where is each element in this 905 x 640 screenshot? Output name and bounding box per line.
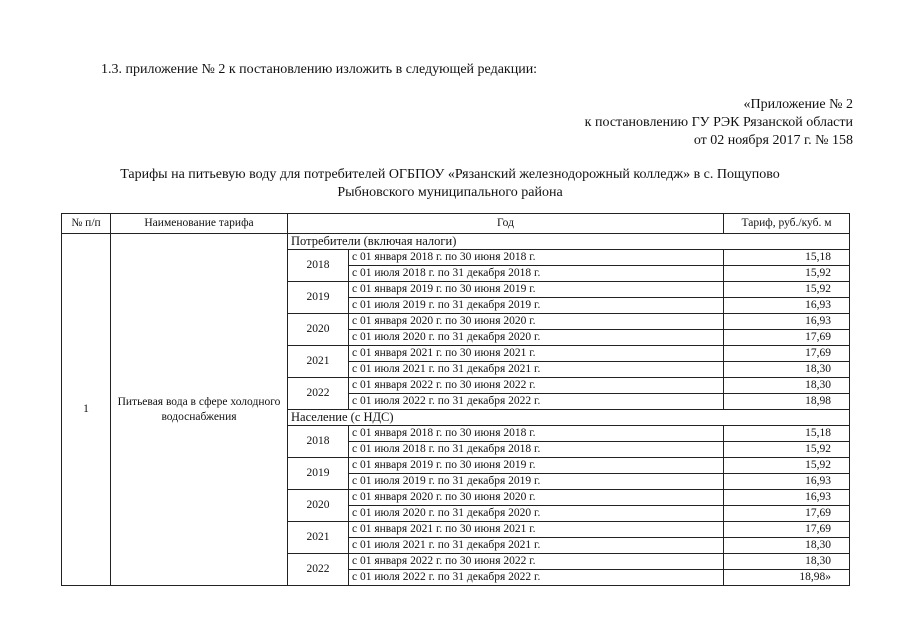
row-number: 1: [62, 234, 111, 586]
period-cell: с 01 июля 2020 г. по 31 декабря 2020 г.: [349, 506, 724, 522]
header-num: № п/п: [62, 214, 111, 234]
period-cell: с 01 июля 2022 г. по 31 декабря 2022 г.: [349, 394, 724, 410]
period-cell: с 01 января 2022 г. по 30 июня 2022 г.: [349, 554, 724, 570]
period-cell: с 01 января 2019 г. по 30 июня 2019 г.: [349, 458, 724, 474]
tariff-name: Питьевая вода в сфере холодного водоснабжения: [111, 234, 288, 586]
document-title: [60, 166, 840, 202]
header-year: Год: [288, 214, 724, 234]
period-cell: с 01 января 2022 г. по 30 июня 2022 г.: [349, 378, 724, 394]
title-line-1: Тарифы на питьевую воду для потребителей ОГБПОУ «Рязанский железнодорожный колледж» в с. Пощупово: [120, 167, 780, 182]
tariff-value: 18,30: [724, 538, 850, 554]
period-cell: с 01 января 2020 г. по 30 июня 2020 г.: [349, 314, 724, 330]
tariff-value: 17,69: [724, 330, 850, 346]
tariff-value: 16,93: [724, 490, 850, 506]
appendix-reference: [585, 96, 853, 150]
period-cell: с 01 января 2021 г. по 30 июня 2021 г.: [349, 346, 724, 362]
tariff-value: 16,93: [724, 298, 850, 314]
year-cell: 2021: [288, 522, 349, 554]
period-cell: с 01 июля 2019 г. по 31 декабря 2019 г.: [349, 298, 724, 314]
period-cell: с 01 января 2020 г. по 30 июня 2020 г.: [349, 490, 724, 506]
year-cell: 2019: [288, 458, 349, 490]
year-cell: 2022: [288, 378, 349, 410]
year-cell: 2019: [288, 282, 349, 314]
tariff-table: [61, 213, 850, 586]
header-tariff: Тариф, руб./куб. м: [724, 214, 850, 234]
year-cell: 2020: [288, 314, 349, 346]
period-cell: с 01 июля 2018 г. по 31 декабря 2018 г.: [349, 442, 724, 458]
title-line-2: Рыбновского муниципального района: [337, 185, 563, 200]
year-cell: 2018: [288, 250, 349, 282]
group-row: [62, 234, 850, 250]
period-cell: с 01 июля 2021 г. по 31 декабря 2021 г.: [349, 362, 724, 378]
tariff-value: 16,93: [724, 314, 850, 330]
table-body: [62, 234, 850, 586]
tariff-value: 18,30: [724, 378, 850, 394]
tariff-value: 15,18: [724, 250, 850, 266]
group-label: Потребители (включая налоги): [288, 234, 850, 250]
tariff-value: 15,92: [724, 266, 850, 282]
period-cell: с 01 июля 2022 г. по 31 декабря 2022 г.: [349, 570, 724, 586]
period-cell: с 01 июля 2019 г. по 31 декабря 2019 г.: [349, 474, 724, 490]
tariff-value: 18,98: [724, 394, 850, 410]
period-cell: с 01 января 2019 г. по 30 июня 2019 г.: [349, 282, 724, 298]
period-cell: с 01 января 2018 г. по 30 июня 2018 г.: [349, 426, 724, 442]
table-header-row: [62, 214, 850, 234]
year-cell: 2022: [288, 554, 349, 586]
period-cell: с 01 июля 2021 г. по 31 декабря 2021 г.: [349, 538, 724, 554]
tariff-value: 15,92: [724, 282, 850, 298]
year-cell: 2021: [288, 346, 349, 378]
tariff-value: 15,92: [724, 458, 850, 474]
tariff-value: 18,98»: [724, 570, 850, 586]
period-cell: с 01 января 2021 г. по 30 июня 2021 г.: [349, 522, 724, 538]
period-cell: с 01 января 2018 г. по 30 июня 2018 г.: [349, 250, 724, 266]
appendix-line-3: от 02 ноября 2017 г. № 158: [693, 133, 853, 148]
year-cell: 2018: [288, 426, 349, 458]
tariff-value: 17,69: [724, 346, 850, 362]
intro-text: 1.3. приложение № 2 к постановлению изложить в следующей редакции:: [101, 62, 538, 77]
tariff-value: 15,92: [724, 442, 850, 458]
tariff-value: 15,18: [724, 426, 850, 442]
period-cell: с 01 июля 2018 г. по 31 декабря 2018 г.: [349, 266, 724, 282]
tariff-value: 16,93: [724, 474, 850, 490]
group-label: Население (с НДС): [288, 410, 850, 426]
appendix-line-2: к постановлению ГУ РЭК Рязанской области: [584, 115, 853, 130]
tariff-value: 18,30: [724, 362, 850, 378]
tariff-value: 17,69: [724, 522, 850, 538]
tariff-value: 18,30: [724, 554, 850, 570]
appendix-line-1: «Приложение № 2: [743, 97, 853, 112]
period-cell: с 01 июля 2020 г. по 31 декабря 2020 г.: [349, 330, 724, 346]
year-cell: 2020: [288, 490, 349, 522]
header-name: Наименование тарифа: [111, 214, 288, 234]
tariff-value: 17,69: [724, 506, 850, 522]
